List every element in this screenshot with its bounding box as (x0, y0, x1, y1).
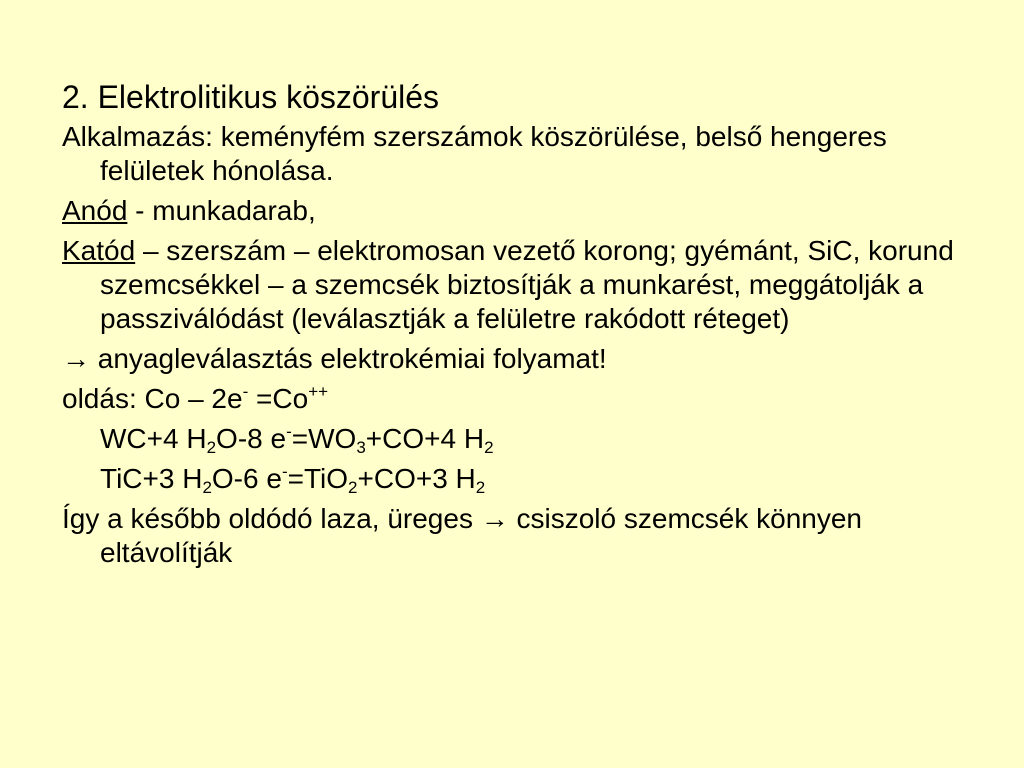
conclusion-paragraph: → anyagleválasztás elektrokémiai folyamat! (62, 343, 607, 374)
application-paragraph (62, 120, 992, 188)
cathode-label: Katód (62, 235, 136, 266)
tic-reaction: TiC+3 $H_2O-6$ e-=TiO$_2$+CO+3 $H_2$ (100, 462, 486, 497)
cathode-text: – szerszám – elektromosan vezető korong; gyémánt, SiC, korund szemcsékkel – a szemcsék biztosítják a munkarést, meggátolják a passziválódást (leválasztják a felületre rakódott réteget) (100, 235, 954, 334)
final-paragraph: Így a később oldódó laza, üreges → csiszoló szemcsék könnyen eltávolítják (62, 503, 862, 568)
anode-text: - munkadarab, (127, 195, 316, 226)
cathode-paragraph (62, 234, 992, 336)
slide-content (62, 78, 992, 576)
slide-title: 2. Elektrolitikus köszörülés (62, 79, 440, 115)
application-label: Alkalmazás: (62, 121, 213, 152)
anode-paragraph (62, 194, 992, 228)
wc-reaction: WC+4 $H_2O-8$ $e^-=WO_3+CO+4$ $H_2$ (100, 422, 494, 457)
application-text: keményfém szerszámok köszörülése, belső hengeres felületek hónolása. (100, 121, 887, 186)
dissolution-reaction: oldás: Co – 2e- =Co++ (62, 382, 329, 414)
anode-label: Anód (62, 195, 128, 226)
